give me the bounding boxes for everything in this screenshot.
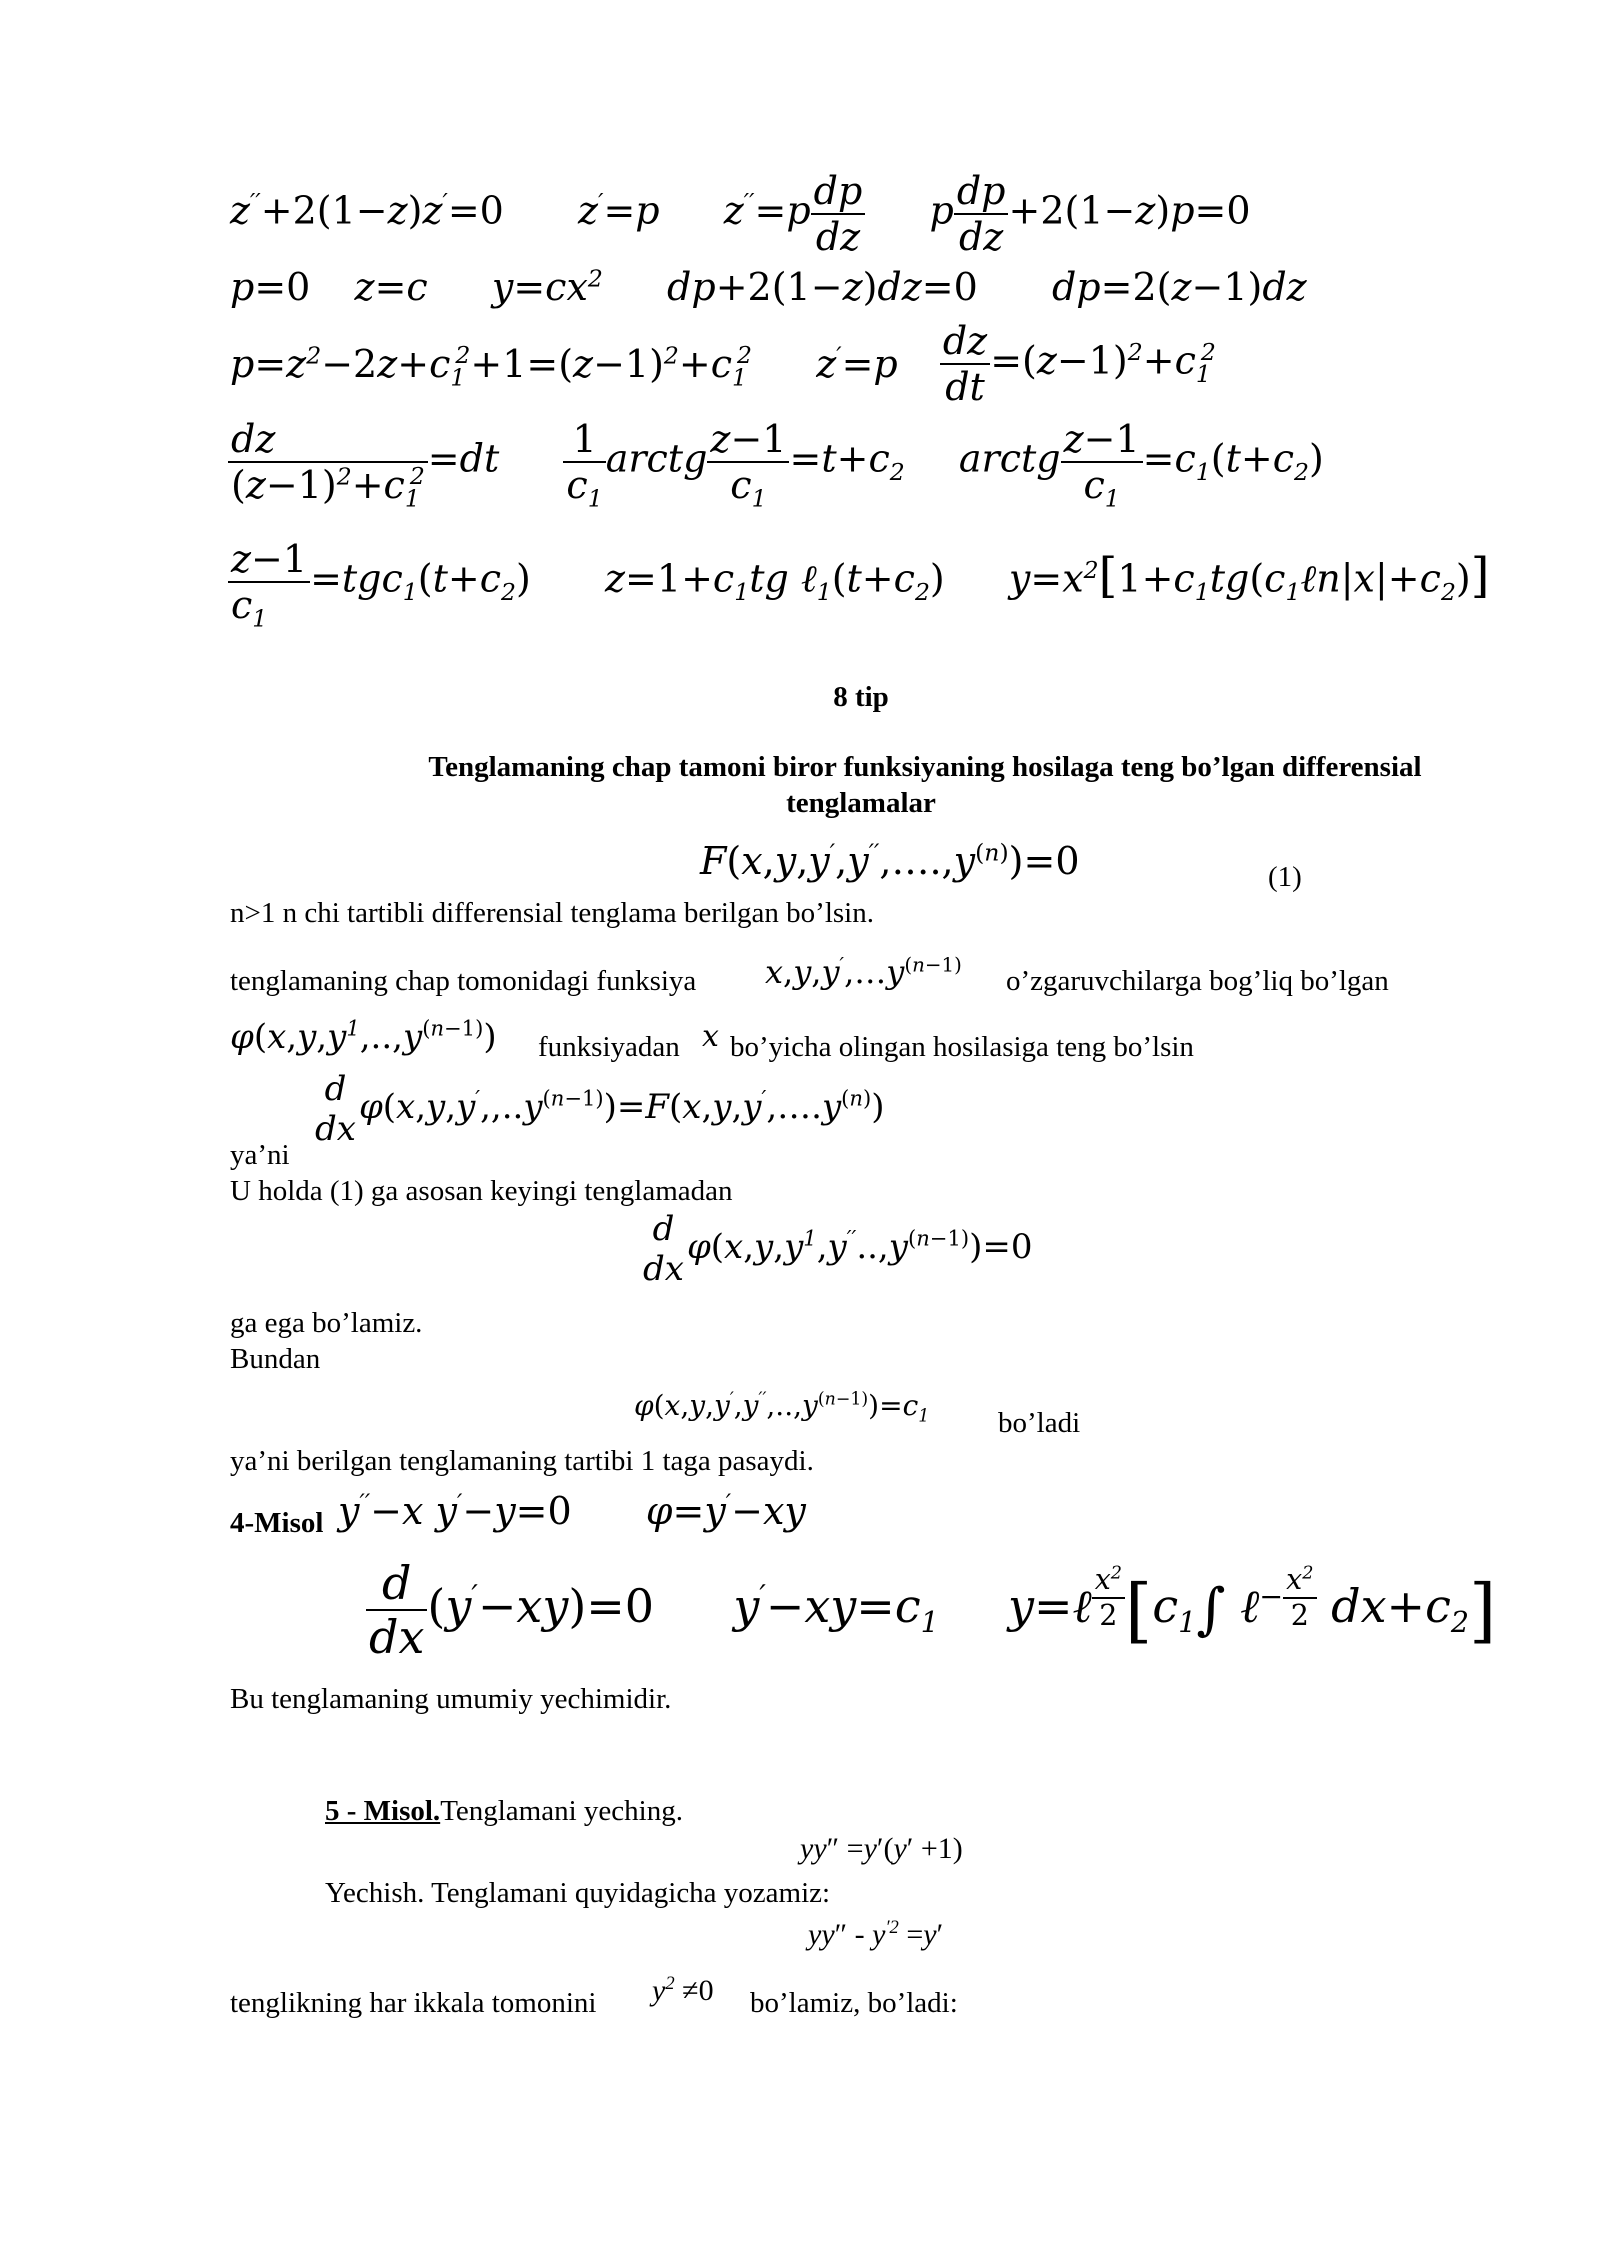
example-5-rewritten: $yy'' - y^{'2} =y'$	[808, 1917, 944, 1951]
section-subtitle-line2: tenglamalar	[786, 787, 936, 819]
paragraph-3-c: bo’yicha olingan hosilasiga teng bo’lsin	[730, 1031, 1194, 1063]
math-reduced-equation: d dx $\varphi(x,y,y^1,y''..,y^{(n-1)})=0$	[643, 1209, 1033, 1289]
math-line-5: $\frac{z-1}{c_1}$ $=tgc_1(t+c_2)$ $z=1+c_1tg$ $\ell_1(t+c_2)$ $y=x^2[1+c_1tg(c_1\ell n|x|+c_2)]$	[228, 540, 1489, 624]
math-line-2: p=0 z=c $y=cx^2$ dp+2(1−z)dz=0 dp=2(z−1)dz	[230, 264, 1307, 309]
example-4-label: 4-Misol	[230, 1507, 324, 1539]
equation-1: $F(x,y,y',y'',\dots.,y^{(n)})=0$	[700, 838, 1080, 883]
yani-label: ya’ni	[230, 1139, 290, 1171]
math-phi: $\varphi(x,y,y^1,..,y^{(n-1)})$	[230, 1015, 497, 1057]
example-4-solution: $\frac{d}{dx}$ (y′−xy)=0 $y'-xy=c_1$ y=ℓ $^{\frac{x^2}{2}}$ [$c_1\int$ ℓ$^{- \frac{x^2}{2}}$ $dx+c_2$]	[366, 1560, 1496, 1660]
math-line-4: $\frac{dz}{(z-1)^2+c_1^2}$ =dt $\frac{1}{c_1}$ arctg $\frac{z-1}{c_1}$ $=t+c_2$ arctg $\frac{z-1}{c_1}$ $=c_1(t+c_2)$	[228, 420, 1324, 504]
paragraph-1: n>1 n chi tartibli differensial tenglama berilgan bo’lsin.	[230, 897, 874, 929]
math-inline-vars: $x,y,y',\dots y^{(n-1)}$	[765, 953, 962, 991]
paragraph-3-b: funksiyadan	[538, 1031, 680, 1063]
paragraph-4: U holda (1) ga asosan keyingi tenglamadan	[230, 1175, 733, 1207]
math-y2-ne-0: $y^2 \ne 0$	[652, 1973, 714, 2007]
math-line-1: z′′+2(1−z)z′=0 z′=p z′′=p $\frac{dp}{dz}$ p $\frac{dp}{dz}$ +2(1−z)p=0	[230, 169, 1251, 259]
example-4-equation: y′′−x y′−y=0 φ=y′−xy	[338, 1488, 806, 1533]
example-5-text: Tenglamani yeching.	[440, 1795, 683, 1827]
paragraph-2-b: o’zgaruvchilarga bog’liq bo’lgan	[1006, 965, 1389, 997]
paragraph-5: ga ega bo’lamiz.	[230, 1307, 423, 1339]
math-phi-equals-c1: $\varphi(x,y,y',y'',..,y^{(n-1)})=c_1$	[634, 1389, 930, 1427]
paragraph-2-a: tenglamaning chap tomonidagi funksiya	[230, 965, 697, 997]
math-line-3: $p=z^2-2z+c_1^2+1=(z-1)^2+c_1^2$ z′=p $\frac{dz}{dt}$ $=(z-1)^2+c_1^2$	[230, 319, 1216, 409]
paragraph-9-b: bo’lamiz, bo’ladi:	[750, 1987, 958, 2019]
paragraph-6: Bundan	[230, 1343, 321, 1375]
solution-intro: Yechish. Tenglamani quyidagicha yozamiz:	[325, 1877, 831, 1909]
paragraph-7: ya’ni berilgan tenglamaning tartibi 1 taga pasaydi.	[230, 1445, 814, 1477]
math-derivative-relation: d dx $\varphi(x,y,y',,..y^{(n-1)})=F(x,y,y',\dots.y^{(n)})$	[315, 1069, 885, 1149]
section-subtitle-line1: Tenglamaning chap tamoni biror funksiyaning hosilaga teng bo’lgan differensial	[428, 751, 1422, 783]
paragraph-8: Bu tenglamaning umumiy yechimidir.	[230, 1683, 672, 1715]
example-5-label: 5 - Misol.	[325, 1795, 441, 1827]
boladi-label: bo’ladi	[998, 1407, 1081, 1439]
section-title: 8 tip	[833, 681, 889, 713]
math-x: x	[702, 1019, 719, 1054]
example-5-line	[325, 1796, 683, 1828]
equation-number: (1)	[1268, 861, 1302, 893]
example-5-equation: yy″ =y′(y′ +1)	[800, 1832, 963, 1865]
paragraph-9-a: tenglikning har ikkala tomonini	[230, 1987, 597, 2019]
